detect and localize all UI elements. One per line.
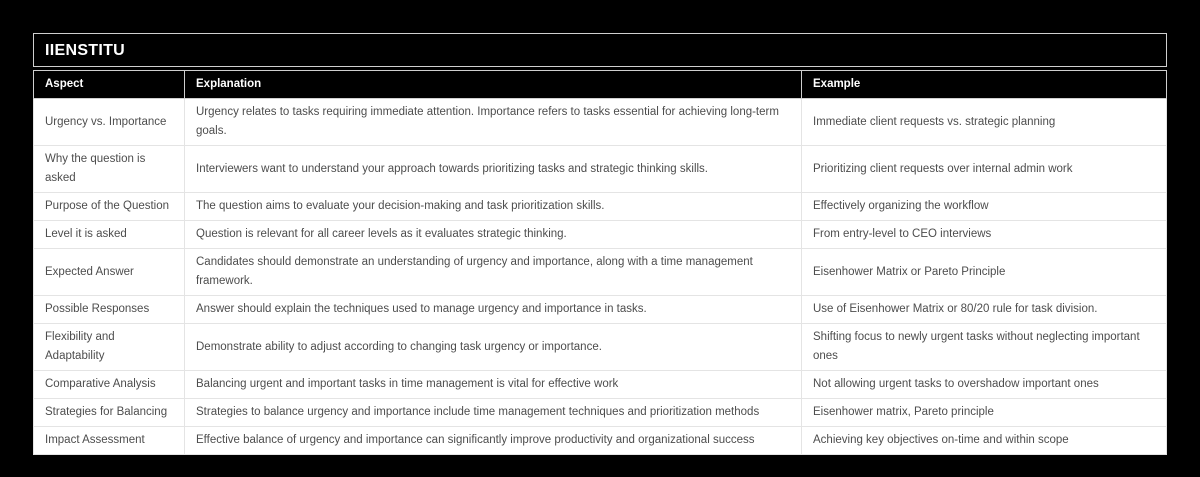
cell-explanation: Effective balance of urgency and importance can significantly improve productivity and organizational success xyxy=(185,427,802,455)
cell-aspect: Flexibility and Adaptability xyxy=(34,324,185,371)
cell-explanation: Balancing urgent and important tasks in time management is vital for effective work xyxy=(185,371,802,399)
cell-example: Use of Eisenhower Matrix or 80/20 rule for task division. xyxy=(802,296,1167,324)
table-row xyxy=(34,399,1167,427)
table-row xyxy=(34,249,1167,296)
cell-aspect: Impact Assessment xyxy=(34,427,185,455)
cell-example: Effectively organizing the workflow xyxy=(802,193,1167,221)
cell-explanation: Answer should explain the techniques used to manage urgency and importance in tasks. xyxy=(185,296,802,324)
table-body xyxy=(34,99,1167,455)
column-header-explanation: Explanation xyxy=(185,71,802,99)
brand-title: IIENSTITU xyxy=(33,33,1167,67)
table-row xyxy=(34,371,1167,399)
cell-example: Achieving key objectives on-time and within scope xyxy=(802,427,1167,455)
table-header xyxy=(34,71,1167,99)
cell-explanation: Demonstrate ability to adjust according to changing task urgency or importance. xyxy=(185,324,802,371)
column-header-example: Example xyxy=(802,71,1167,99)
table-card xyxy=(33,33,1167,455)
cell-aspect: Expected Answer xyxy=(34,249,185,296)
cell-explanation: The question aims to evaluate your decision-making and task prioritization skills. xyxy=(185,193,802,221)
cell-aspect: Comparative Analysis xyxy=(34,371,185,399)
cell-example: Immediate client requests vs. strategic planning xyxy=(802,99,1167,146)
header-row xyxy=(34,71,1167,99)
cell-example: Eisenhower matrix, Pareto principle xyxy=(802,399,1167,427)
cell-aspect: Level it is asked xyxy=(34,221,185,249)
cell-aspect: Possible Responses xyxy=(34,296,185,324)
table-row xyxy=(34,221,1167,249)
cell-aspect: Urgency vs. Importance xyxy=(34,99,185,146)
table-row xyxy=(34,296,1167,324)
cell-aspect: Purpose of the Question xyxy=(34,193,185,221)
cell-aspect: Strategies for Balancing xyxy=(34,399,185,427)
cell-aspect: Why the question is asked xyxy=(34,146,185,193)
cell-example: Not allowing urgent tasks to overshadow important ones xyxy=(802,371,1167,399)
table-row xyxy=(34,146,1167,193)
cell-explanation: Interviewers want to understand your approach towards prioritizing tasks and strategic thinking skills. xyxy=(185,146,802,193)
cell-explanation: Candidates should demonstrate an understanding of urgency and importance, along with a time management framework. xyxy=(185,249,802,296)
cell-example: Prioritizing client requests over internal admin work xyxy=(802,146,1167,193)
cell-example: From entry-level to CEO interviews xyxy=(802,221,1167,249)
comparison-table xyxy=(33,70,1167,455)
cell-explanation: Urgency relates to tasks requiring immediate attention. Importance refers to tasks essential for achieving long-term goals. xyxy=(185,99,802,146)
column-header-aspect: Aspect xyxy=(34,71,185,99)
table-row xyxy=(34,193,1167,221)
cell-example: Eisenhower Matrix or Pareto Principle xyxy=(802,249,1167,296)
cell-explanation: Strategies to balance urgency and importance include time management techniques and prioritization methods xyxy=(185,399,802,427)
cell-explanation: Question is relevant for all career levels as it evaluates strategic thinking. xyxy=(185,221,802,249)
table-row xyxy=(34,99,1167,146)
table-row xyxy=(34,427,1167,455)
table-row xyxy=(34,324,1167,371)
cell-example: Shifting focus to newly urgent tasks without neglecting important ones xyxy=(802,324,1167,371)
